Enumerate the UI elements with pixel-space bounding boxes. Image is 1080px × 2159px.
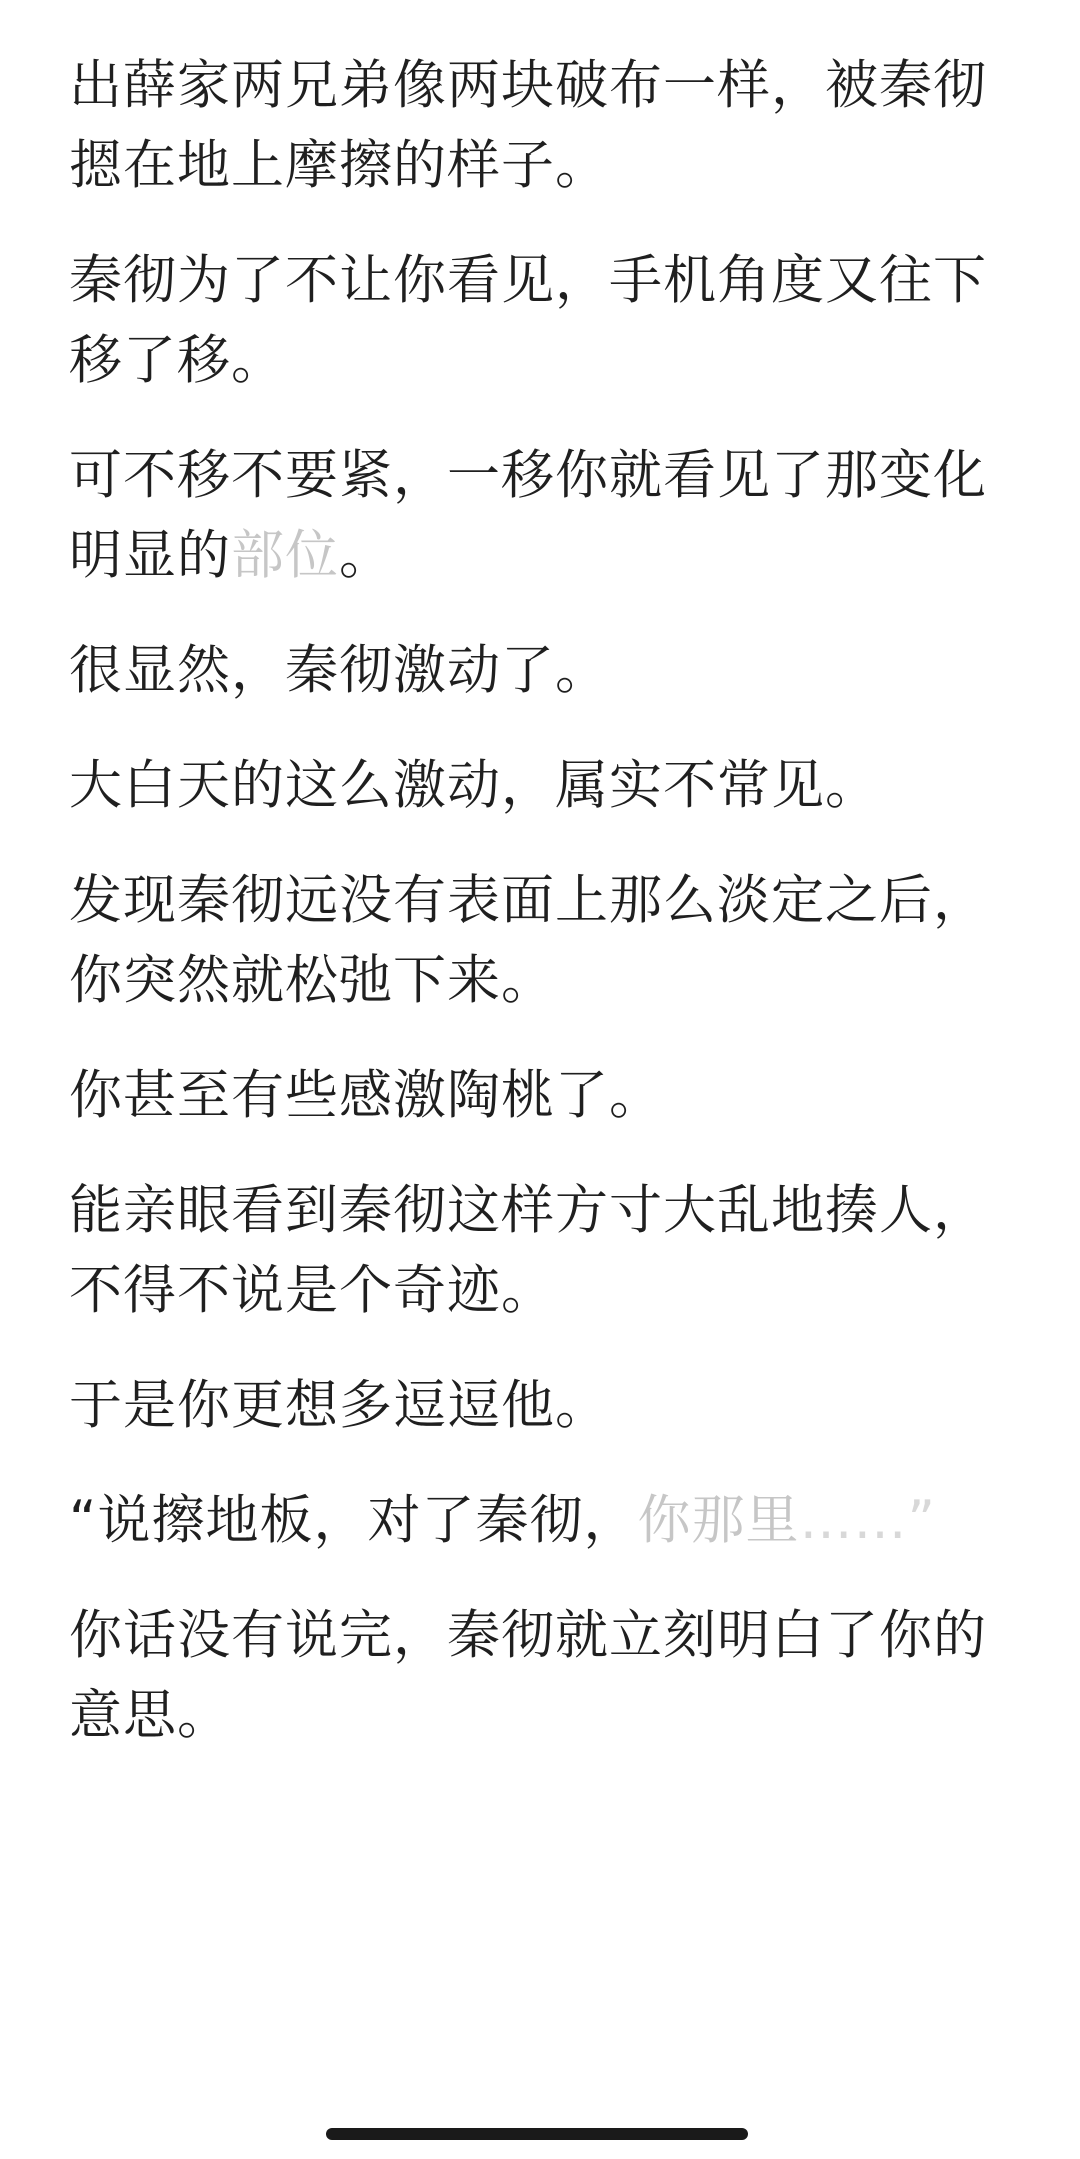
paragraph — [69, 861, 1019, 1021]
faded-text: 你那里 — [637, 1490, 800, 1552]
paragraph-text-tail: 。 — [339, 525, 393, 587]
paragraph — [69, 46, 1019, 206]
paragraph-text: 可不移不要紧，一移你就看见了那变化明显的 — [69, 445, 987, 587]
faded-text: 部位 — [231, 525, 339, 587]
paragraph-text: 发现秦彻远没有表面上那么淡定之后，你突然就松弛下来。 — [69, 870, 987, 1012]
paragraph-text: 你甚至有些感激陶桃了。 — [69, 1065, 663, 1127]
paragraph-text: 秦彻为了不让你看见，手机角度又往下移了移。 — [69, 250, 987, 392]
paragraph-text-tail: ……” — [799, 1490, 936, 1552]
paragraph-text: 很显然，秦彻激动了。 — [69, 640, 609, 702]
home-indicator[interactable] — [326, 2128, 748, 2140]
paragraph-text: 于是你更想多逗逗他。 — [69, 1375, 609, 1437]
paragraph-text: 出薛家两兄弟像两块破布一样，被秦彻摁在地上摩擦的样子。 — [69, 55, 987, 197]
paragraph — [69, 1056, 1019, 1136]
paragraph — [69, 1171, 1019, 1331]
paragraph — [69, 436, 1019, 596]
paragraph — [69, 241, 1019, 401]
paragraph-text: 你话没有说完，秦彻就立刻明白了你的意思。 — [69, 1605, 987, 1747]
paragraph — [69, 631, 1019, 711]
paragraph — [69, 746, 1019, 826]
chapter-text — [69, 46, 1019, 1791]
paragraph-text: 能亲眼看到秦彻这样方寸大乱地揍人，不得不说是个奇迹。 — [69, 1180, 987, 1322]
paragraph — [69, 1481, 1019, 1561]
paragraph — [69, 1366, 1019, 1446]
paragraph-text: 大白天的这么激动，属实不常见。 — [69, 755, 879, 817]
paragraph-text: “说擦地板，对了秦彻， — [69, 1490, 638, 1552]
paragraph — [69, 1596, 1019, 1756]
